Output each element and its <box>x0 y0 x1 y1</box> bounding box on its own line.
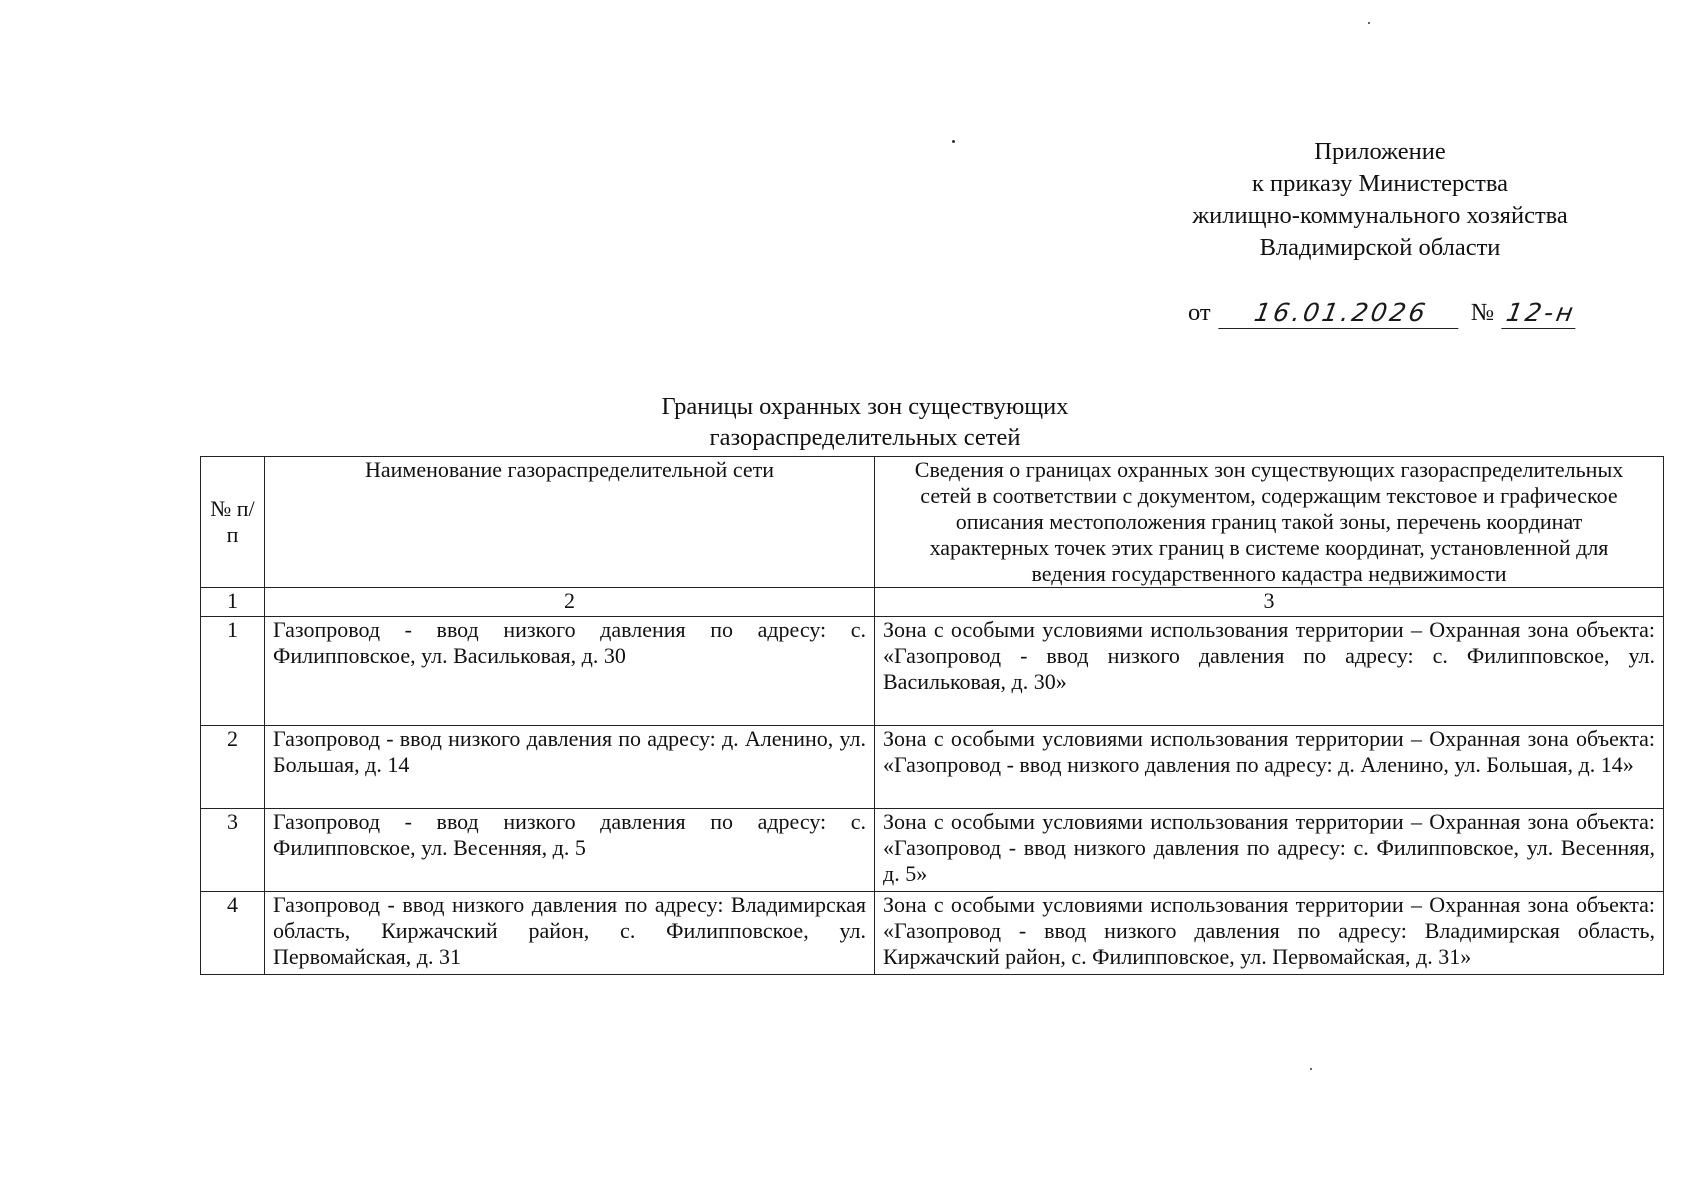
network-name: Газопровод - ввод низкого давления по адресу: с. Филипповское, ул. Васильковая, д. 30 <box>265 617 875 726</box>
zone-description: Зона с особыми условиями использования территории – Охранная зона объекта: «Газопровод - ввод низкого давления по адресу: с. Филипповское, ул. Весенняя, д. 5» <box>875 809 1664 892</box>
network-name: Газопровод - ввод низкого давления по адресу: д. Аленино, ул. Большая, д. 14 <box>265 726 875 809</box>
table-header-row <box>201 457 1664 588</box>
order-reference <box>1188 297 1578 329</box>
zone-description: Зона с особыми условиями использования территории – Охранная зона объекта: «Газопровод - ввод низкого давления по адресу: с. Филипповское, ул. Васильковая, д. 30» <box>875 617 1664 726</box>
scan-speck <box>1368 22 1370 24</box>
order-date-handwritten: 16.01.2026 <box>1218 298 1463 329</box>
header-zone-info: Сведения о границах охранных зон существующих газораспределительных сетей в соответствии с документом, содержащим текстовое и графическое описания местоположения границ такой зоны, перечень координат характерных точек этих границ в системе координат, установленной для ведения государственного кадастра недвижимости <box>875 457 1664 588</box>
document-title <box>490 391 1240 453</box>
column-number-row <box>201 588 1664 617</box>
column-number: 2 <box>265 588 875 617</box>
header-number: № п/п <box>201 457 265 588</box>
protection-zones-table <box>200 456 1664 975</box>
table-row <box>201 617 1664 726</box>
row-number: 1 <box>201 617 265 726</box>
appendix-line-3: жилищно-коммунального хозяйства <box>1192 202 1568 229</box>
column-number: 1 <box>201 588 265 617</box>
header-network-name: Наименование газораспределительной сети <box>265 457 875 588</box>
column-number: 3 <box>875 588 1664 617</box>
scan-speck <box>952 140 955 143</box>
appendix-header <box>1150 136 1610 264</box>
title-line-2: газораспределительных сетей <box>709 424 1021 451</box>
order-from-label: от <box>1188 299 1211 326</box>
row-number: 3 <box>201 809 265 892</box>
network-name: Газопровод - ввод низкого давления по адресу: Владимирская область, Киржачский район, с. Филипповское, ул. Первомайская, д. 31 <box>265 892 875 975</box>
order-number-label: № <box>1470 299 1495 326</box>
zone-description: Зона с особыми условиями использования территории – Охранная зона объекта: «Газопровод - ввод низкого давления по адресу: Владимирская область, Киржачский район, с. Филипповское, ул. Первомайская, д. 31» <box>875 892 1664 975</box>
table-row <box>201 809 1664 892</box>
table-row <box>201 726 1664 809</box>
appendix-line-1: Приложение <box>1314 138 1446 165</box>
order-number-handwritten: 12-н <box>1502 298 1581 329</box>
table-row <box>201 892 1664 975</box>
row-number: 4 <box>201 892 265 975</box>
title-line-1: Границы охранных зон существующих <box>661 393 1069 420</box>
zone-description: Зона с особыми условиями использования территории – Охранная зона объекта: «Газопровод - ввод низкого давления по адресу: д. Аленино, ул. Большая, д. 14» <box>875 726 1664 809</box>
appendix-line-2: к приказу Министерства <box>1252 170 1508 197</box>
scan-speck <box>1310 1068 1312 1070</box>
row-number: 2 <box>201 726 265 809</box>
network-name: Газопровод - ввод низкого давления по адресу: с. Филипповское, ул. Весенняя, д. 5 <box>265 809 875 892</box>
appendix-line-4: Владимирской области <box>1259 234 1501 261</box>
